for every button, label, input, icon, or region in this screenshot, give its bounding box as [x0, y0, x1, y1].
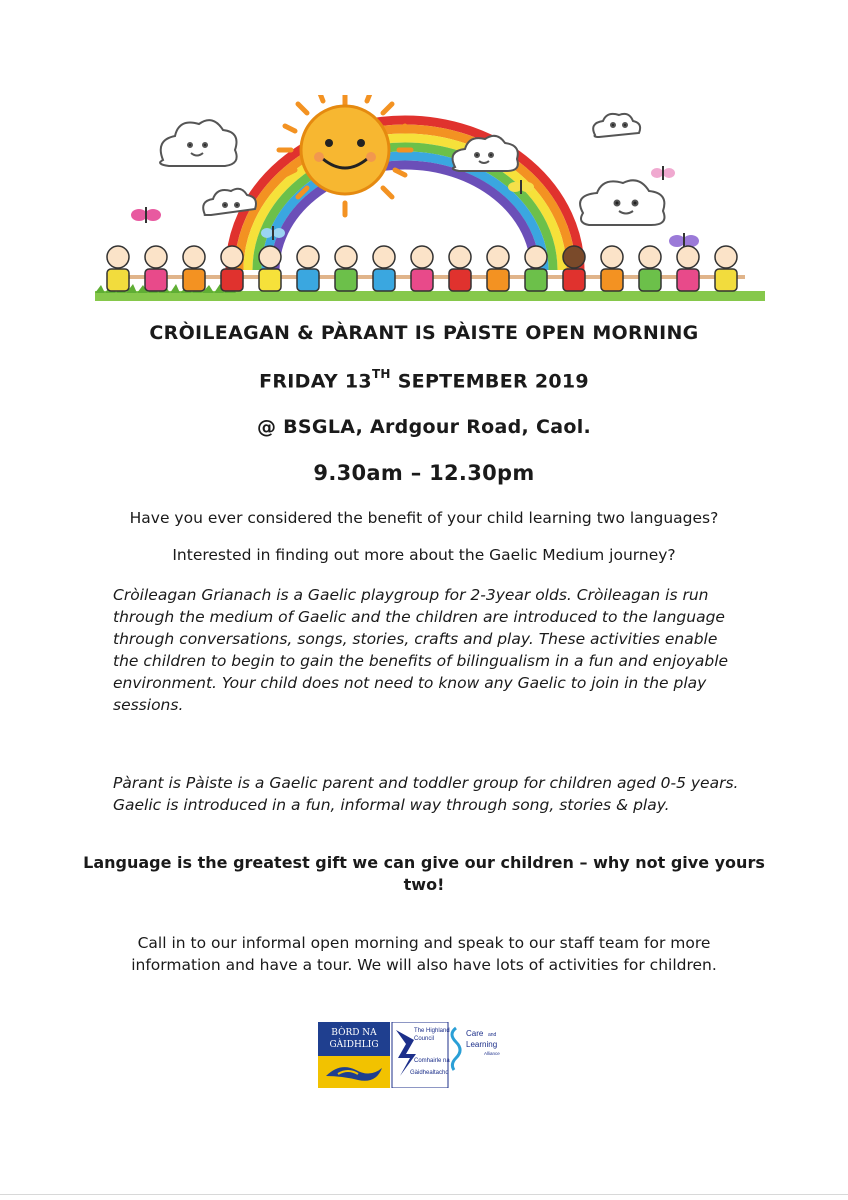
- svg-text:and: and: [488, 1032, 497, 1038]
- butterfly-icon: [651, 166, 675, 180]
- event-venue: @ BSGLA, Ardgour Road, Caol.: [256, 416, 592, 438]
- svg-text:The Highland: The Highland: [414, 1028, 450, 1034]
- care-and-learning-logo: [452, 1028, 500, 1070]
- child-figure: [525, 246, 547, 291]
- child-figure: [221, 246, 243, 291]
- child-figure: [601, 246, 623, 291]
- child-figure: [297, 246, 319, 291]
- child-figure: [677, 246, 699, 291]
- rainbow: [230, 120, 580, 270]
- hero-illustration: [95, 95, 765, 305]
- child-figure: [487, 246, 509, 291]
- child-figure: [107, 246, 129, 291]
- svg-text:Gàidhealtachd: Gàidhealtachd: [410, 1070, 449, 1076]
- event-time: 9.30am – 12.30pm: [313, 461, 535, 485]
- cloud-icon: [160, 120, 237, 166]
- svg-text:GÀIDHLIG: GÀIDHLIG: [329, 1040, 379, 1050]
- cloud-icon: [593, 114, 640, 137]
- svg-text:Comhairle na: Comhairle na: [414, 1058, 450, 1064]
- children-row: [107, 246, 745, 291]
- svg-text:Alliance: Alliance: [484, 1051, 500, 1056]
- cloud-icon: [580, 180, 664, 225]
- question-two-languages: Have you ever considered the benefit of your child learning two languages?: [129, 509, 719, 527]
- child-figure: [449, 246, 471, 291]
- child-figure: [335, 246, 357, 291]
- child-figure: [563, 246, 585, 291]
- child-figure: [639, 246, 661, 291]
- svg-text:Care: Care: [466, 1029, 484, 1038]
- child-figure: [183, 246, 205, 291]
- parant-is-paiste-description: Pàrant is Pàiste is a Gaelic parent and toddler group for children aged 0-5 years. Gaelic is introduced in a fun, informal way through song, stories & play.: [113, 774, 739, 814]
- svg-text:Learning: Learning: [466, 1040, 498, 1049]
- event-date: FRIDAY 13TH SEPTEMBER 2019: [259, 367, 589, 393]
- child-figure: [145, 246, 167, 291]
- svg-text:BÒRD NA: BÒRD NA: [331, 1028, 377, 1038]
- child-figure: [259, 246, 281, 291]
- sponsor-logos: [318, 1022, 528, 1088]
- child-figure: [411, 246, 433, 291]
- child-figure: [715, 246, 737, 291]
- butterfly-icon: [131, 207, 161, 223]
- language-motto: Language is the greatest gift we can give our children – why not give yours two!: [83, 853, 765, 894]
- child-figure: [373, 246, 395, 291]
- croileagan-description: Cròileagan Grianach is a Gaelic playgroup for 2-3year olds. Cròileagan is run through the medium of Gaelic and the children are introduced to the language through conversations, songs, stories, crafts and play. These activities enable the children to begin to gain the benefits of bilingualism in a fun and enjoyable environment. Your child does not need to know any Gaelic to join in the play sessions.: [113, 586, 729, 714]
- svg-text:Council: Council: [414, 1036, 435, 1042]
- highland-council-logo: [392, 1022, 450, 1088]
- bord-na-gaidhlig-logo: [318, 1022, 390, 1088]
- call-in-text: Call in to our informal open morning and speak to our staff team for more information and have a tour. We will also have lots of activities for children.: [131, 934, 717, 974]
- event-title: CRÒILEAGAN & PÀRANT IS PÀISTE OPEN MORNING: [149, 322, 699, 344]
- scan-edge: [0, 1194, 848, 1195]
- question-gaelic-medium: Interested in finding out more about the Gaelic Medium journey?: [172, 546, 676, 564]
